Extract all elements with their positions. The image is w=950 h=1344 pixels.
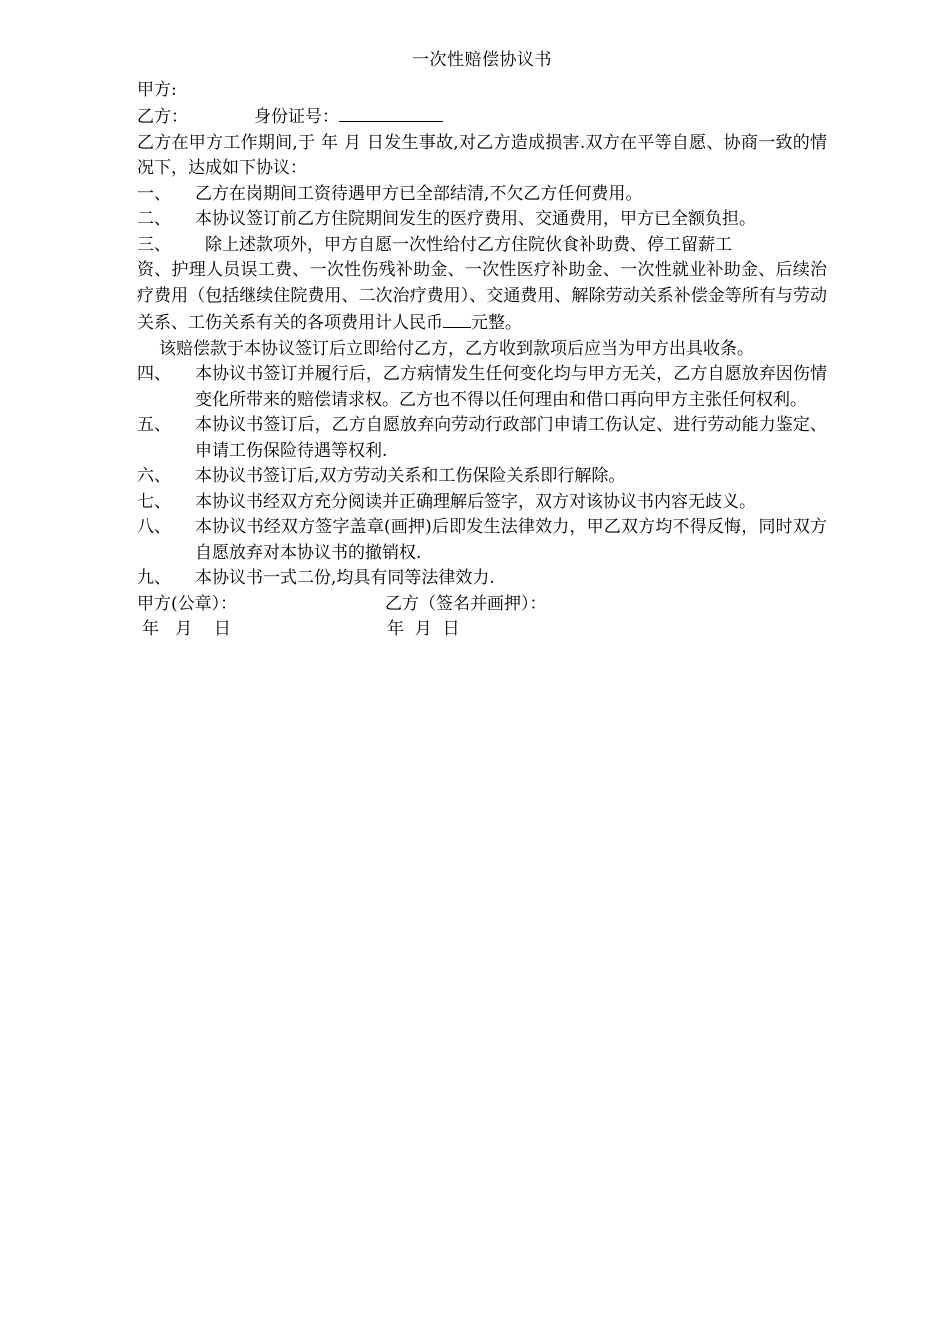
intro-paragraph: 乙方在甲方工作期间,于 年 月 日发生事故,对乙方造成损害.双方在平等自愿、协商一致的情况下，达成如下协议： — [137, 132, 827, 178]
clause-number: 九、 — [137, 568, 171, 588]
clause-4 — [137, 362, 827, 413]
party-b-signature-label: 乙方（签名并画押）： — [385, 593, 547, 614]
clause-number: 三、 — [137, 234, 171, 255]
clause-number: 一、 — [137, 183, 171, 204]
party-a-signature-label: 甲方(公章）： — [137, 593, 238, 614]
clause-text: 本协议书签订后，乙方自愿放弃向劳动行政部门申请工伤认定、进行劳动能力鉴定、申请工伤保险待遇等权利. — [195, 415, 827, 461]
clause-number: 六、 — [137, 466, 171, 486]
clause-number: 二、 — [137, 209, 171, 229]
id-number-label: 身份证号： — [254, 107, 339, 127]
party-a-date: 年 月 日 — [142, 619, 231, 639]
clause-text: 本协议书签订后,双方劳动关系和工伤保险关系即行解除。 — [195, 466, 626, 486]
party-b-label: 乙方： — [137, 107, 188, 127]
clause-text: 本协议签订前乙方住院期间发生的医疗费用、交通费用，甲方已全额负担。 — [195, 209, 756, 229]
id-number-blank[interactable] — [339, 103, 443, 122]
clause-7 — [137, 490, 827, 516]
clause-6 — [137, 464, 827, 490]
party-a-line — [137, 78, 827, 104]
party-a-label: 甲方: — [137, 79, 177, 100]
clause-text: 本协议书签订并履行后，乙方病情发生任何变化均与甲方无关，乙方自愿放弃因伤情变化所带来的赔偿请求权。乙方也不得以任何理由和借口再向甲方主张任何权利。 — [195, 364, 827, 410]
clause-text: 本协议书一式二份,均具有同等法律效力. — [195, 568, 495, 588]
amount-blank[interactable] — [443, 309, 471, 328]
clause-2 — [137, 207, 827, 233]
clause-text: 乙方在岗期间工资待遇甲方已全部结清,不欠乙方任何费用。 — [195, 183, 643, 204]
clause-1 — [137, 182, 827, 208]
clause-3-continuation: 资、护理人员误工费、一次性伤残补助金、一次性医疗补助金、一次性就业补助金、后续治疗费用（包括继续住院费用、二次治疗费用）、交通费用、解除劳动关系补偿金等所有与劳动关系、工伤关系有关的各项费用计人民币 元整。 — [137, 260, 827, 333]
party-b-date: 年 月 日 — [387, 619, 460, 639]
party-b-line — [137, 103, 827, 131]
document-title: 一次性赔偿协议书 — [412, 50, 552, 70]
payment-note: 该赔偿款于本协议签订后立即给付乙方，乙方收到款项后应当为甲方出具收条。 — [159, 338, 754, 359]
signature-row — [137, 592, 827, 618]
clause-number: 七、 — [137, 491, 171, 512]
clause-number: 八、 — [137, 517, 171, 537]
clause-number: 五、 — [137, 415, 171, 435]
agreement-document — [137, 48, 827, 643]
clause-5 — [137, 413, 827, 464]
clause-9 — [137, 566, 827, 592]
date-row — [137, 617, 827, 643]
clause-number: 四、 — [137, 364, 171, 384]
clause-3 — [137, 233, 827, 337]
clause-text: 除上述款项外，甲方自愿一次性给付乙方住院伙食补助费、停工留薪工 — [205, 234, 732, 255]
clause-8 — [137, 515, 827, 566]
clause-text: 本协议书经双方签字盖章(画押)后即发生法律效力，甲乙双方均不得反悔，同时双方自愿放弃对本协议书的撤销权. — [195, 517, 827, 563]
clause-text: 本协议书经双方充分阅读并正确理解后签字，双方对该协议书内容无歧义。 — [195, 491, 756, 512]
